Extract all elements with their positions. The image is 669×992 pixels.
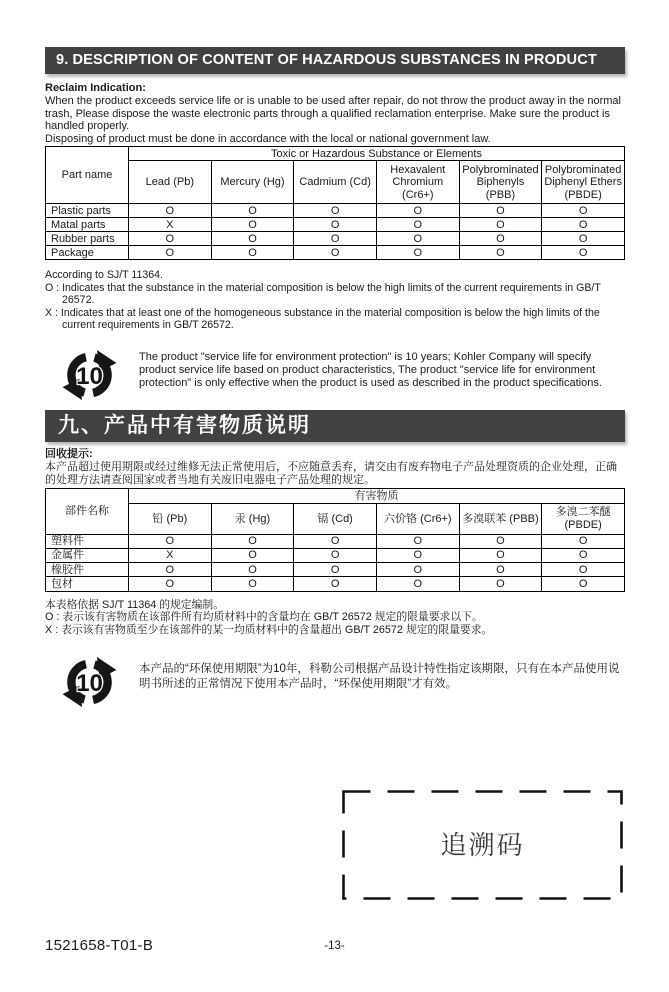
value-cell: O bbox=[211, 204, 294, 218]
value-cell: O bbox=[211, 246, 294, 260]
column-header-cell: 镉 (Cd) bbox=[294, 503, 377, 534]
section-title-zh: 九、产品中有害物质说明 bbox=[58, 413, 311, 437]
table-row bbox=[46, 563, 625, 577]
reclaim-paragraph-2: Disposing of product must be done in accordance with the local or national government law. bbox=[45, 132, 491, 145]
column-header-cell: 多溴联苯 (PBB) bbox=[459, 503, 542, 534]
group-header-cell: 有害物质 bbox=[129, 488, 625, 503]
table-row bbox=[46, 534, 625, 548]
recycle-hint-paragraph: 本产品超过使用期限或经过维修无法正常使用后，不应随意丢弃，请交由有废弃物电子产品处理资质的企业处理，正确的处理方法请查阅国家或者当地有关废旧电器电子产品处理的规定。 bbox=[45, 460, 617, 486]
value-cell: O bbox=[211, 577, 294, 591]
table-row bbox=[46, 549, 625, 563]
value-cell: O bbox=[376, 534, 459, 548]
service-life-text-zh: 本产品的“环保使用期限”为10年，科勒公司根据产品设计特性指定该期限，只有在本产品使用说明书所述的正常情况下使用本产品时，“环保使用期限”才有效。 bbox=[139, 663, 620, 691]
part-name-cell: Rubber parts bbox=[46, 232, 129, 246]
table-notes-en bbox=[45, 269, 625, 332]
column-header-cell: Lead (Pb) bbox=[129, 161, 212, 204]
part-name-cell: Matal parts bbox=[46, 218, 129, 232]
china-rohs-10-icon bbox=[57, 654, 122, 712]
column-header-cell: Polybrominated Biphenyls (PBB) bbox=[459, 161, 542, 204]
note-x-legend: X : Indicates that at least one of the homogeneous substance in the material composition is below the high limits of the current requirements in GB/T 26572. bbox=[45, 306, 600, 332]
column-header-cell: Polybrominated Diphenyl Ethers (PBDE) bbox=[542, 161, 625, 204]
page-number: -13- bbox=[324, 940, 345, 952]
column-header-cell: 多溴二苯醚 (PBDE) bbox=[542, 503, 625, 534]
value-cell: O bbox=[211, 549, 294, 563]
value-cell: O bbox=[376, 246, 459, 260]
value-cell: O bbox=[129, 577, 212, 591]
value-cell: O bbox=[542, 563, 625, 577]
value-cell: O bbox=[211, 563, 294, 577]
value-cell: O bbox=[129, 204, 212, 218]
value-cell: O bbox=[459, 534, 542, 548]
value-cell: O bbox=[211, 534, 294, 548]
value-cell: O bbox=[129, 563, 212, 577]
value-cell: O bbox=[294, 246, 377, 260]
column-header-cell: 汞 (Hg) bbox=[211, 503, 294, 534]
value-cell: O bbox=[459, 204, 542, 218]
table-row bbox=[46, 204, 625, 218]
trace-code-label: 追溯码 bbox=[440, 830, 525, 861]
value-cell: O bbox=[542, 549, 625, 563]
reclaim-paragraph-1: When the product exceeds service life or is unable to be used after repair, do not throw the product away in the normal trash, Please dispose the waste electronic parts through a qualified reclamation enterprise. Make sure the product is handled properly. bbox=[45, 95, 621, 133]
part-name-cell: 塑料件 bbox=[46, 534, 129, 548]
part-name-header-cell: Part name bbox=[46, 147, 129, 204]
service-life-text-en: The product "service life for environment protection" is 10 years; Kohler Company will specify product service life based on product characteristics, The product "service life for environment protection" is only effective when the product is used as described in the product specifications. bbox=[139, 350, 602, 389]
value-cell: O bbox=[459, 549, 542, 563]
note-according: 本表格依据 SJ/T 11364 的规定编制。 bbox=[45, 598, 224, 611]
table-row bbox=[46, 577, 625, 591]
table-column-header-row bbox=[46, 161, 625, 204]
table-row bbox=[46, 246, 625, 260]
logo-number: 10 bbox=[76, 670, 103, 698]
value-cell: O bbox=[459, 577, 542, 591]
value-cell: O bbox=[542, 204, 625, 218]
value-cell: X bbox=[129, 218, 212, 232]
value-cell: O bbox=[459, 563, 542, 577]
column-header-cell: Cadmium (Cd) bbox=[294, 161, 377, 204]
hazardous-substances-table-en bbox=[45, 146, 625, 260]
part-name-cell: 橡胶件 bbox=[46, 563, 129, 577]
hazardous-substances-table-zh bbox=[45, 488, 625, 592]
value-cell: O bbox=[294, 218, 377, 232]
value-cell: O bbox=[542, 246, 625, 260]
value-cell: O bbox=[376, 577, 459, 591]
note-o-legend: O : 表示该有害物质在该部件所有均质材料中的含量均在 GB/T 26572 规定的限量要求以下。 bbox=[45, 611, 483, 624]
value-cell: O bbox=[376, 563, 459, 577]
value-cell: O bbox=[294, 549, 377, 563]
part-name-cell: Plastic parts bbox=[46, 204, 129, 218]
value-cell: O bbox=[376, 232, 459, 246]
value-cell: O bbox=[129, 232, 212, 246]
value-cell: O bbox=[211, 218, 294, 232]
column-header-cell: 六价铬 (Cr6+) bbox=[376, 503, 459, 534]
document-number: 1521658-T01-B bbox=[45, 937, 154, 954]
value-cell: O bbox=[294, 577, 377, 591]
column-header-cell: Mercury (Hg) bbox=[211, 161, 294, 204]
value-cell: O bbox=[294, 534, 377, 548]
table-header-row bbox=[46, 488, 625, 503]
part-name-header-cell: 部件名称 bbox=[46, 488, 129, 534]
china-rohs-10-icon bbox=[57, 347, 122, 405]
table-row bbox=[46, 232, 625, 246]
value-cell: O bbox=[459, 246, 542, 260]
table-notes-zh bbox=[45, 599, 625, 637]
value-cell: O bbox=[542, 534, 625, 548]
service-life-row-zh bbox=[45, 654, 625, 712]
section-title-en: 9. DESCRIPTION OF CONTENT OF HAZARDOUS SUBSTANCES IN PRODUCT bbox=[56, 52, 597, 68]
group-header-cell: Toxic or Hazardous Substance or Elements bbox=[129, 147, 625, 161]
table-row bbox=[46, 218, 625, 232]
value-cell: O bbox=[129, 246, 212, 260]
service-life-row-en bbox=[45, 347, 625, 405]
value-cell: O bbox=[459, 232, 542, 246]
note-according: According to SJ/T 11364. bbox=[45, 269, 163, 282]
value-cell: O bbox=[376, 204, 459, 218]
value-cell: O bbox=[376, 549, 459, 563]
value-cell: O bbox=[459, 218, 542, 232]
column-header-cell: 铅 (Pb) bbox=[129, 503, 212, 534]
value-cell: O bbox=[129, 534, 212, 548]
note-x-legend: X : 表示该有害物质至少在该部件的某一均质材料中的含量超出 GB/T 26572 规定的限量要求。 bbox=[45, 623, 493, 636]
value-cell: X bbox=[129, 549, 212, 563]
value-cell: O bbox=[294, 563, 377, 577]
column-header-cell: Hexavalent Chromium (Cr6+) bbox=[376, 161, 459, 204]
section-title-bar-zh bbox=[45, 410, 625, 442]
reclaim-indication-heading: Reclaim Indication: bbox=[45, 82, 146, 94]
value-cell: O bbox=[294, 232, 377, 246]
logo-number: 10 bbox=[76, 362, 103, 390]
table-header-row bbox=[46, 147, 625, 161]
value-cell: O bbox=[294, 204, 377, 218]
value-cell: O bbox=[542, 232, 625, 246]
value-cell: O bbox=[542, 218, 625, 232]
section-title-bar-en bbox=[45, 47, 625, 74]
part-name-cell: Package bbox=[46, 246, 129, 260]
value-cell: O bbox=[376, 218, 459, 232]
table-column-header-row bbox=[46, 503, 625, 534]
value-cell: O bbox=[542, 577, 625, 591]
note-o-legend: O : Indicates that the substance in the material composition is below the high limits of the current requirements in GB/T 26572. bbox=[45, 281, 601, 307]
recycle-hint-heading: 回收提示: bbox=[45, 447, 93, 460]
traceability-code-box bbox=[342, 790, 623, 900]
part-name-cell: 金属件 bbox=[46, 549, 129, 563]
part-name-cell: 包材 bbox=[46, 577, 129, 591]
value-cell: O bbox=[211, 232, 294, 246]
